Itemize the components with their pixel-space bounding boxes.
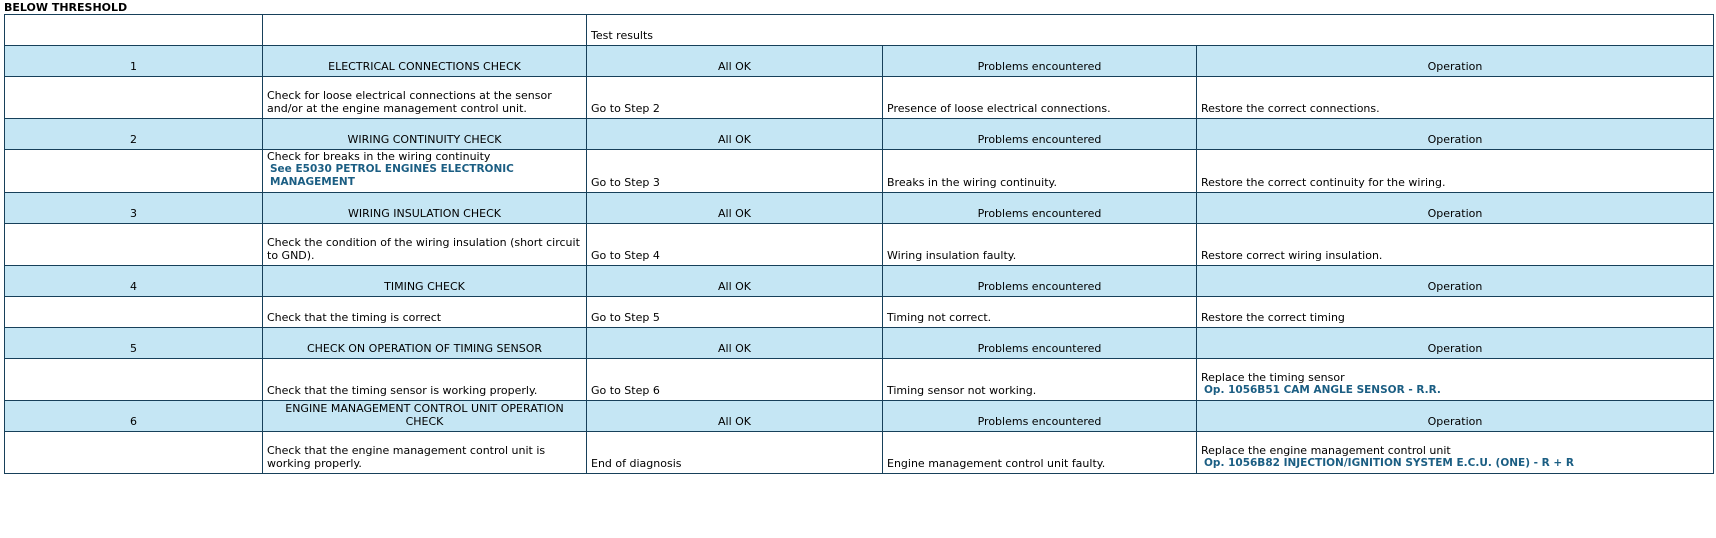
next-step: Go to Step 2 — [587, 77, 883, 119]
check-text: Check that the timing is correct — [267, 311, 442, 324]
step-detail-row — [5, 224, 1714, 266]
problems-label: Problems encountered — [883, 266, 1197, 297]
problem-description: Timing not correct. — [883, 297, 1197, 328]
check-description — [263, 150, 587, 193]
operation-text: Restore the correct connections. — [1201, 102, 1380, 115]
step-name: WIRING INSULATION CHECK — [263, 193, 587, 224]
next-step: Go to Step 5 — [587, 297, 883, 328]
problems-label: Problems encountered — [883, 401, 1197, 432]
table-header-row — [5, 15, 1714, 46]
next-step: Go to Step 3 — [587, 150, 883, 193]
step-detail-row — [5, 150, 1714, 193]
check-text: Check that the engine management control unit is working properly. — [267, 444, 546, 470]
step-number: 1 — [5, 46, 263, 77]
all-ok-label: All OK — [587, 328, 883, 359]
diagnosis-table — [4, 14, 1714, 474]
step-name: ENGINE MANAGEMENT CONTROL UNIT OPERATION CHECK — [263, 401, 587, 432]
operation-label: Operation — [1197, 266, 1714, 297]
blank-cell — [5, 224, 263, 266]
operation-description — [1197, 432, 1714, 474]
check-text: Check for loose electrical connections at the sensor and/or at the engine management control unit. — [267, 89, 552, 115]
step-number: 5 — [5, 328, 263, 359]
step-detail-row — [5, 77, 1714, 119]
diagnosis-table-body — [5, 15, 1714, 474]
next-step: Go to Step 4 — [587, 224, 883, 266]
blank-cell — [5, 150, 263, 193]
step-header-row — [5, 119, 1714, 150]
operation-text: Restore the correct timing — [1201, 311, 1345, 324]
step-detail-row — [5, 297, 1714, 328]
step-number: 3 — [5, 193, 263, 224]
check-description — [263, 297, 587, 328]
operation-reference-link[interactable]: Op. 1056B82 INJECTION/IGNITION SYSTEM E.C.U. (ONE) - R + R — [1204, 457, 1574, 469]
blank-cell — [5, 15, 263, 46]
operation-label: Operation — [1197, 401, 1714, 432]
check-description — [263, 432, 587, 474]
step-number: 4 — [5, 266, 263, 297]
step-number: 6 — [5, 401, 263, 432]
all-ok-label: All OK — [587, 266, 883, 297]
check-text: Check that the timing sensor is working properly. — [267, 384, 538, 397]
problem-description: Breaks in the wiring continuity. — [883, 150, 1197, 193]
problem-description: Engine management control unit faulty. — [883, 432, 1197, 474]
page-title: BELOW THRESHOLD — [4, 1, 128, 14]
problem-description: Timing sensor not working. — [883, 359, 1197, 401]
check-description — [263, 359, 587, 401]
step-name: CHECK ON OPERATION OF TIMING SENSOR — [263, 328, 587, 359]
step-name: ELECTRICAL CONNECTIONS CHECK — [263, 46, 587, 77]
blank-cell — [263, 15, 587, 46]
step-header-row — [5, 266, 1714, 297]
operation-text: Restore the correct continuity for the wiring. — [1201, 176, 1446, 189]
next-step: Go to Step 6 — [587, 359, 883, 401]
all-ok-label: All OK — [587, 401, 883, 432]
check-reference-link[interactable]: See E5030 PETROL ENGINES ELECTRONIC MANAGEMENT — [270, 163, 514, 188]
problems-label: Problems encountered — [883, 328, 1197, 359]
problem-description: Wiring insulation faulty. — [883, 224, 1197, 266]
check-description — [263, 224, 587, 266]
operation-description — [1197, 224, 1714, 266]
step-header-row — [5, 401, 1714, 432]
problem-description: Presence of loose electrical connections. — [883, 77, 1197, 119]
all-ok-label: All OK — [587, 46, 883, 77]
problems-label: Problems encountered — [883, 119, 1197, 150]
operation-description — [1197, 150, 1714, 193]
blank-cell — [5, 432, 263, 474]
test-results-heading: Test results — [587, 15, 1714, 46]
blank-cell — [5, 359, 263, 401]
step-detail-row — [5, 432, 1714, 474]
problems-label: Problems encountered — [883, 193, 1197, 224]
step-number: 2 — [5, 119, 263, 150]
operation-description — [1197, 297, 1714, 328]
problems-label: Problems encountered — [883, 46, 1197, 77]
step-name: WIRING CONTINUITY CHECK — [263, 119, 587, 150]
blank-cell — [5, 77, 263, 119]
step-detail-row — [5, 359, 1714, 401]
operation-text: Restore correct wiring insulation. — [1201, 249, 1383, 262]
operation-description — [1197, 359, 1714, 401]
operation-label: Operation — [1197, 119, 1714, 150]
operation-label: Operation — [1197, 46, 1714, 77]
check-description — [263, 77, 587, 119]
operation-description — [1197, 77, 1714, 119]
operation-label: Operation — [1197, 328, 1714, 359]
step-header-row — [5, 46, 1714, 77]
step-name: TIMING CHECK — [263, 266, 587, 297]
blank-cell — [5, 297, 263, 328]
check-text: Check for breaks in the wiring continuity — [267, 150, 491, 163]
step-header-row — [5, 328, 1714, 359]
all-ok-label: All OK — [587, 193, 883, 224]
operation-label: Operation — [1197, 193, 1714, 224]
all-ok-label: All OK — [587, 119, 883, 150]
operation-reference-link[interactable]: Op. 1056B51 CAM ANGLE SENSOR - R.R. — [1204, 384, 1441, 396]
operation-text: Replace the timing sensor — [1201, 371, 1345, 384]
operation-text: Replace the engine management control unit — [1201, 444, 1451, 457]
check-text: Check the condition of the wiring insulation (short circuit to GND). — [267, 236, 580, 262]
step-header-row — [5, 193, 1714, 224]
next-step: End of diagnosis — [587, 432, 883, 474]
